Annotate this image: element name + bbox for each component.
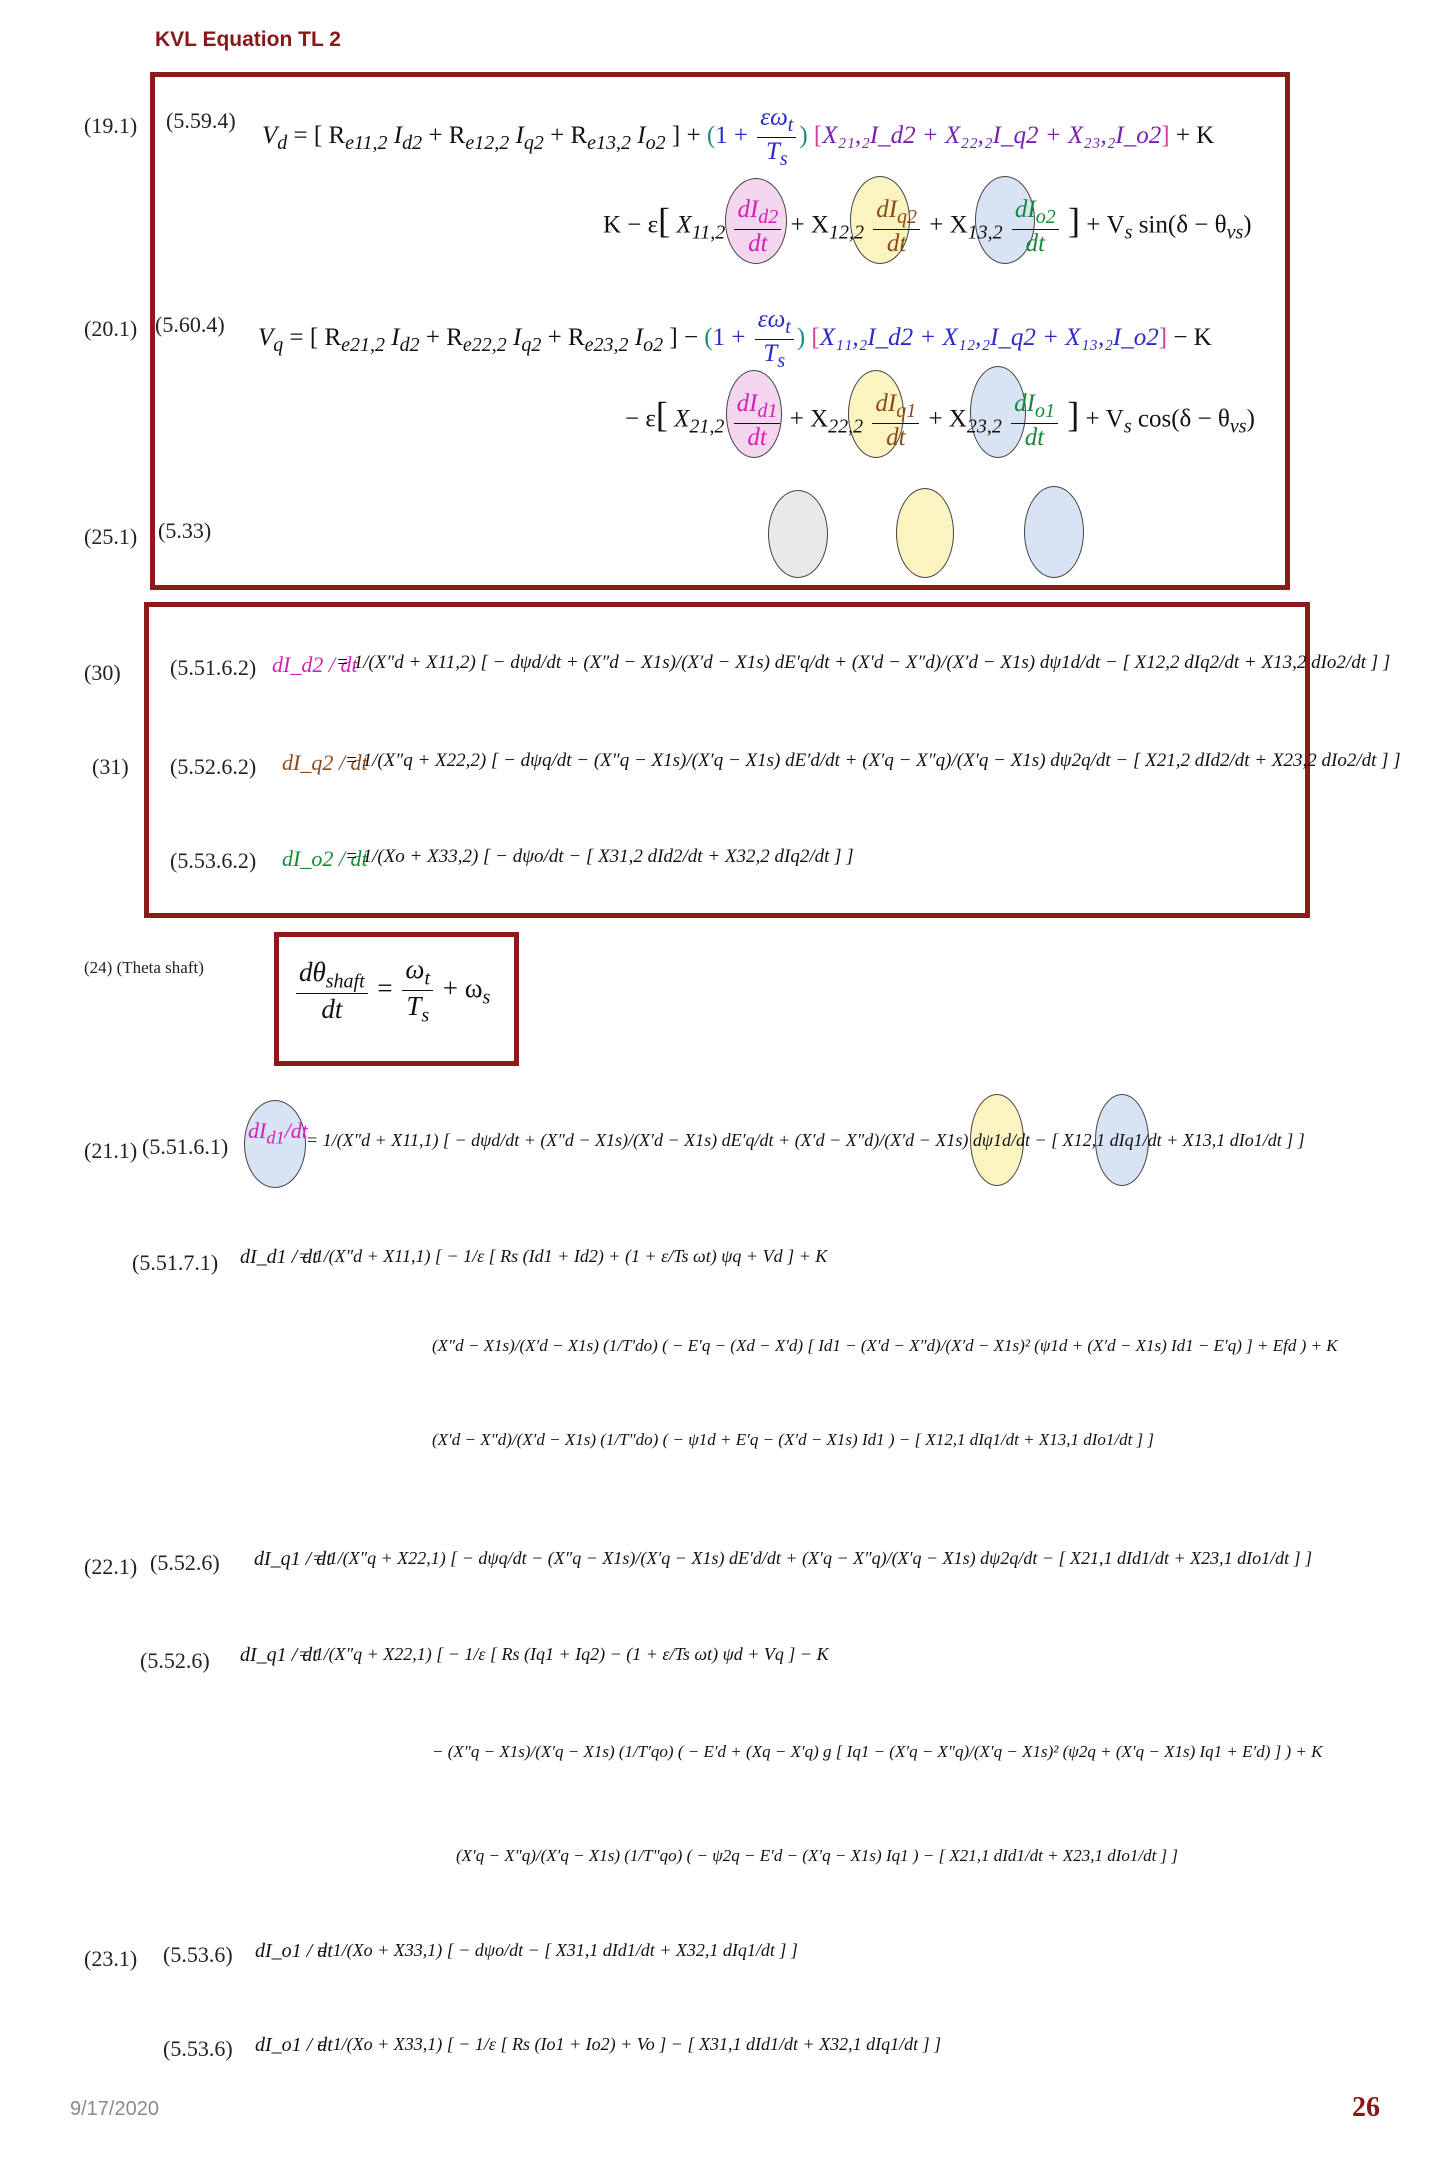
vd-ts: T (765, 138, 780, 165)
vd-equation-line1: $V_d$ = [ $R_{e11,2}$ $I_{d2} + R_{e12,2}$ $I_{q2} + R_{e13,2}$ $I_{o2}$ ] + (1 + $\frac{\varepsilon\omega_t}{T_s}$ ) [X₂₁,₂I_d2 + X₂₂,₂I_q2 + X₂₃,₂I_o2] + K (262, 104, 1215, 170)
eq-label-5-52-6a: (5.52.6) (150, 1550, 220, 1575)
vd-x-group: X₂₁,₂I_d2 + X₂₂,₂I_q2 + X₂₃,₂I_o2 (822, 122, 1162, 150)
vq-sub: q (273, 334, 284, 357)
vd-r3is: o2 (645, 132, 666, 155)
footer-date: 9/17/2020 (70, 2098, 159, 2120)
vq-ts-sub: s (777, 350, 786, 372)
eq-number-30: (30) (84, 660, 121, 685)
eq31-lhs: dI_q2 / dt (282, 750, 368, 775)
vd-vs-sub: s (1124, 221, 1133, 244)
vd-x132-sub: 13,2 (967, 221, 1003, 244)
shaft-ts: T (406, 991, 422, 1022)
vd-r2is: q2 (523, 132, 544, 155)
vd-close-paren: ) (1243, 211, 1252, 239)
eq-label-5-53-6-2: (5.53.6.2) (170, 848, 257, 873)
eq-label-5-51-6-2: (5.51.6.2) (170, 655, 257, 680)
vq-line2-eps: − ε (625, 405, 656, 433)
vq-equation-line1: $V_q$ = [ $R_{e21,2}$ $I_{d2} + R_{e22,2}$ $I_{q2} + R_{e23,2}$ $I_{o2}$ ] − (1 + $\frac{\varepsilon\omega_t}{T_s}$ ) [X₁₁,₂I_d2 + X₁₂,₂I_q2 + X₁₃,₂I_o2] − K (258, 306, 1212, 372)
vq-eps-omega-sub: t (785, 316, 791, 338)
vq-r3: e23,2 (584, 334, 629, 357)
vd-eps-omega-sub: t (787, 114, 794, 136)
vq-x212: X (674, 405, 690, 433)
vd-r3i: I (631, 122, 646, 150)
vd-did2-sub: d2 (758, 206, 779, 228)
vq-plus-x222: + X (789, 405, 829, 433)
eq32-rhs: = 1/(Xo + X33,2) [ − dψo/dt − [ X31,2 dId2/dt + X32,2 dIq2/dt ] ] (345, 846, 854, 867)
vq-plus-x232: + X (928, 405, 967, 433)
vq-symbol: V (258, 324, 274, 352)
vq-dt2: dt (886, 424, 906, 451)
eq-number-24: (24) (Theta shaft) (84, 958, 204, 977)
vq-r3i: I (628, 324, 644, 352)
vq-r1: e21,2 (341, 334, 386, 357)
vd-x112: X (676, 211, 692, 239)
vd-ts-sub: s (779, 148, 788, 170)
vd-plus-x122: + X (790, 211, 829, 239)
vd-plus-x132: + X (929, 211, 968, 239)
eq-label-5-51-6-1: (5.51.6.1) (142, 1134, 229, 1159)
vd-diq2: dI (876, 196, 898, 223)
eq217-line2: (X″d − X1s)/(X′d − X1s) (1/T′do) ( − E′q − (Xd − X′d) [ Id1 − (X′d − X″d)/(X′d − X1s)² (ψ1d + (X′d − X1s) Id1 − E′q) ] + Efd ) + K (432, 1336, 1338, 1355)
vd-equation-line2: K − ε[ $X_{11,2}$ $\frac{dI_{d2}}{dt}$ + $X_{12,2}$ $\frac{dI_{q2}}{dt}$ + $X_{13,2}$ $\frac{dI_{o2}}{dt}$ ] + $V_s$ $\sin(\delta - \theta_{vs})$ (603, 196, 1252, 257)
eq-number-19-1: (19.1) (84, 113, 138, 138)
vd-x122-sub: 12,2 (828, 221, 864, 244)
vd-r1is: d2 (402, 132, 423, 155)
eq-number-21-1: (21.1) (84, 1138, 138, 1163)
vd-r1: e11,2 (345, 132, 388, 155)
vq-r2i: I (506, 324, 522, 352)
vq-r2is: q2 (521, 334, 542, 357)
shaft-equals: = (370, 973, 400, 1004)
eq2226-lhs: dI_q1 / dt (240, 1644, 318, 1666)
vd-line2-k: K − ε (603, 211, 659, 239)
eq-label-5-53-6a: (5.53.6) (163, 1942, 233, 1967)
vq-vs-sub: s (1123, 415, 1132, 438)
blue-legend-ellipse (1024, 486, 1084, 578)
vq-r2: e22,2 (462, 334, 507, 357)
vq-r3is: o2 (643, 334, 664, 357)
vq-did1: dI (736, 390, 758, 417)
vd-close: ] + (665, 122, 707, 150)
vq-dio1: dI (1014, 390, 1035, 417)
vq-did1-sub: d1 (757, 400, 778, 422)
shaft-omega-s-sub: s (482, 986, 491, 1009)
vd-dt1: dt (748, 230, 768, 257)
vq-diq1: dI (875, 390, 897, 417)
eq217-line1: = 1/(X″d + X11,1) [ − 1/ε [ Rs (Id1 + Id2) + (1 + ε/Ts ωt) ψq + Vd ] + K (298, 1246, 828, 1266)
yellow-legend-ellipse (896, 488, 954, 578)
vq-diq1-sub: q1 (896, 400, 917, 422)
shaft-dtheta-sub: shaft (325, 970, 365, 993)
vq-open: = [ R (283, 324, 342, 352)
vd-plus-k: + K (1169, 122, 1215, 150)
vq-plus-r2: + R (419, 324, 463, 352)
vd-eps-omega: εω (760, 104, 788, 131)
vd-symbol: V (262, 122, 278, 150)
vd-plus-r3: + R (543, 122, 588, 150)
vq-x232-sub: 23,2 (966, 415, 1002, 438)
vd-x112-sub: 11,2 (691, 221, 726, 244)
vd-r2: e12,2 (465, 132, 510, 155)
eq2226-line1: = 1/(X″q + X22,1) [ − 1/ε [ Rs (Iq1 + Iq2) − (1 + ε/Ts ωt) ψd + Vq ] − K (298, 1644, 829, 1664)
eq-label-5-59-4: (5.59.4) (166, 108, 236, 133)
vd-dt2: dt (886, 230, 907, 257)
vd-dio2: dI (1014, 196, 1036, 223)
eq-number-22-1: (22.1) (84, 1554, 138, 1579)
vd-r1i: I (387, 122, 403, 150)
shaft-dt: dt (321, 994, 343, 1025)
shaft-plus-omega: + ω (436, 973, 483, 1004)
shaft-dtheta: dθ (299, 956, 326, 987)
vd-r2i: I (509, 122, 524, 150)
vd-theta-sub: vs (1226, 221, 1244, 244)
vq-dt3: dt (1024, 424, 1045, 451)
vq-dio1-sub: o1 (1034, 400, 1055, 422)
vd-vs: + V (1080, 211, 1125, 239)
shaft-omega-t-sub: t (424, 967, 431, 990)
eq-label-5-51-7-1: (5.51.7.1) (132, 1250, 219, 1275)
vd-dt3: dt (1025, 230, 1046, 257)
page-title: KVL Equation TL 2 (155, 28, 341, 51)
vq-theta-sub: vs (1229, 415, 1247, 438)
eq-number-25-1: (25.1) (84, 524, 138, 549)
vq-ts: T (763, 340, 778, 367)
vq-plus-r3: + R (541, 324, 585, 352)
vq-eps-omega: εω (757, 306, 786, 333)
vq-minus: − (677, 324, 705, 352)
vd-r3: e13,2 (587, 132, 632, 155)
eq-number-20-1: (20.1) (84, 316, 138, 341)
vd-open: = [ R (287, 122, 346, 150)
eq211-rhs: = 1/(X″d + X11,1) [ − dψd/dt + (X″d − X1s)/(X′d − X1s) dE′q/dt + (X′d − X″d)/(X′d − X1s) dψ1d/dt − [ X12,1 dIq1/dt + X13,1 dIo1/dt ] ] (306, 1130, 1305, 1150)
shaft-ts-sub: s (421, 1004, 430, 1027)
eq2316-lhs: dI_o1 / dt (255, 2034, 333, 2056)
vq-minus-k: − K (1167, 324, 1212, 352)
vd-did2: dI (737, 196, 759, 223)
eq2226-line2: − (X″q − X1s)/(X′q − X1s) (1/T′qo) ( − E′d + (Xq − X′q) g [ Iq1 − (X′q − X″q)/(X′q − X1s)² (ψ2q + (X′q − X1s) Iq1 + E′d) ] ) + K (432, 1742, 1323, 1761)
vq-r1is: d2 (399, 334, 420, 357)
eq30-rhs: = 1/(X″d + X11,2) [ − dψd/dt + (X″d − X1s)/(X′d − X1s) dE′q/dt + (X′d − X″d)/(X′d − X1s) dψ1d/dt − [ X12,2 dIq2/dt + X13,2 dIo2/dt ] ] (336, 652, 1391, 673)
vq-x-group: X₁₁,₂I_d2 + X₁₂,₂I_q2 + X₁₃,₂I_o2 (819, 324, 1159, 352)
vd-one-plus: 1 + (715, 122, 755, 150)
eq221-lhs: dI_q1 / dt (254, 1548, 332, 1570)
eq231-lhs: dI_o1 / dt (255, 1940, 333, 1962)
eq-number-31: (31) (92, 754, 129, 779)
vd-sin-tail: sin(δ − θ (1132, 211, 1227, 239)
eq2226-line3: (X′q − X″q)/(X′q − X1s) (1/T″qo) ( − ψ2q − E′d − (X′q − X1s) Iq1 ) − [ X21,1 dId1/dt + X23,1 dIo1/dt ] ] (456, 1846, 1179, 1865)
eq-label-5-60-4: (5.60.4) (155, 312, 225, 337)
vq-r1i: I (385, 324, 400, 352)
eq217-lhs: dI_d1 / dt (240, 1246, 318, 1268)
vd-diq2-sub: q2 (897, 206, 918, 228)
vd-dio2-sub: o2 (1035, 206, 1056, 228)
vq-vs: + V (1079, 405, 1124, 433)
eq32-lhs: dI_o2 / dt (282, 846, 368, 871)
vq-one-plus: 1 + (712, 324, 752, 352)
eq31-rhs: = 1/(X″q + X22,2) [ − dψq/dt − (X″q − X1s)/(X′q − X1s) dE′d/dt + (X′q − X″q)/(X′q − X1s) dψ2q/dt − [ X21,2 dId2/dt + X23,2 dIo2/dt ] ] (345, 750, 1401, 771)
eq221-rhs: = 1/(X″q + X22,1) [ − dψq/dt − (X″q − X1s)/(X′q − X1s) dE′d/dt + (X′q − X″q)/(X′q − X1s) dψ2q/dt − [ X21,1 dId1/dt + X23,1 dIo1/dt ] ] (312, 1548, 1313, 1568)
eq211-lhs: $dI_{d1}/dt$ (248, 1118, 308, 1148)
gray-legend-ellipse (768, 490, 828, 578)
eq-label-5-33: (5.33) (158, 518, 212, 543)
eq30-lhs: dI_d2 / dt (272, 652, 358, 677)
vq-x222-sub: 22,2 (828, 415, 864, 438)
eq231-rhs: = 1/(Xo + X33,1) [ − dψo/dt − [ X31,1 dId1/dt + X32,1 dIq1/dt ] ] (316, 1940, 798, 1960)
page-number: 26 (1352, 2092, 1380, 2123)
eq-label-5-52-6b: (5.52.6) (140, 1648, 210, 1673)
eq-label-5-53-6b: (5.53.6) (163, 2036, 233, 2061)
eq217-line3: (X′d − X″d)/(X′d − X1s) (1/T″do) ( − ψ1d + E′q − (X′d − X1s) Id1 ) − [ X12,1 dIq1/dt + X13,1 dIo1/dt ] ] (432, 1430, 1155, 1449)
vq-x212-sub: 21,2 (689, 415, 725, 438)
vd-plus-r2: + R (422, 122, 466, 150)
shaft-omega-t: ω (405, 954, 425, 984)
theta-shaft-equation (293, 954, 490, 1028)
eq2316-rhs: = 1/(Xo + X33,1) [ − 1/ε [ Rs (Io1 + Io2) + Vo ] − [ X31,1 dId1/dt + X32,1 dIq1/dt ] ] (316, 2034, 942, 2054)
eq-number-23-1: (23.1) (84, 1946, 138, 1971)
vq-close-paren: ) (1246, 405, 1255, 433)
eq-label-5-52-6-2: (5.52.6.2) (170, 754, 257, 779)
vq-cos-tail: cos(δ − θ (1131, 405, 1230, 433)
vq-dt1: dt (747, 424, 767, 451)
vd-sub: d (277, 132, 288, 155)
vq-equation-line2: − ε[ $X_{21,2}$ $\frac{dI_{d1}}{dt}$ + $X_{22,2}$ $\frac{dI_{q1}}{dt}$ + $X_{23,2}$ $\frac{dI_{o1}}{dt}$ ] + $V_s$ $\cos(\delta - \theta_{vs})$ (625, 390, 1255, 451)
